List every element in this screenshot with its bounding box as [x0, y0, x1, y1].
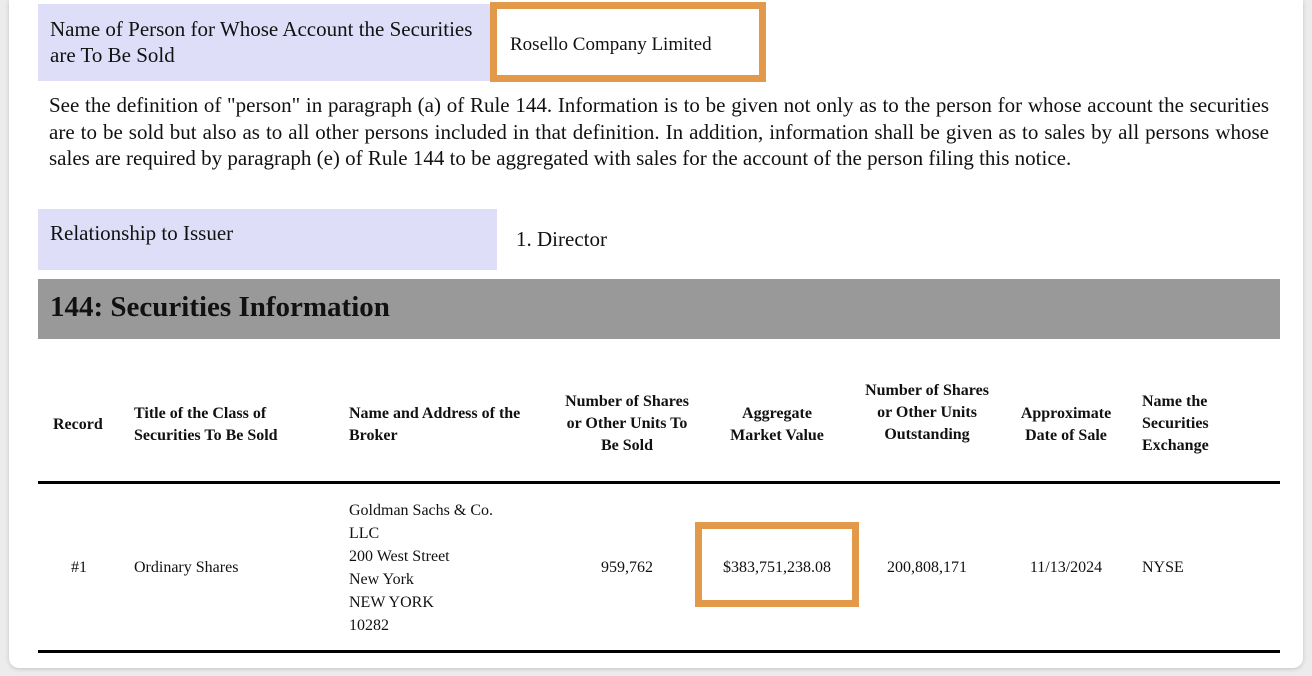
- broker-line: 10282: [349, 617, 389, 634]
- header-market-value: Aggregate Market Value: [730, 405, 824, 444]
- broker-line: NEW YORK: [349, 594, 434, 611]
- broker-line: 200 West Street: [349, 548, 450, 565]
- market-value-highlight: [695, 522, 859, 607]
- person-definition-note: See the definition of "person" in paragraph (a) of Rule 144. Information is to be given not only as to the person for whose account the securities are to be sold but also as to all other persons included in that definition. In addition, information shall be given as to sales by all persons whose sales are required by paragraph (e) of Rule 144 to be aggregated with sales for the account of the person filing this notice.: [49, 93, 1269, 170]
- header-shares-outstanding: Number of Shares or Other Units Outstanding: [865, 382, 989, 443]
- relationship-label: Relationship to Issuer: [38, 209, 497, 270]
- table-bottom-rule: [38, 650, 1280, 653]
- cell-shares-sold: 959,762: [601, 559, 653, 576]
- person-name-label: Name of Person for Whose Account the Securities are To Be Sold: [38, 4, 490, 81]
- header-exchange: Name the Securities Exchange: [1142, 393, 1209, 454]
- cell-shares-outstanding: 200,808,171: [887, 559, 967, 576]
- cell-title-class: Ordinary Shares: [134, 559, 239, 576]
- person-name-value: Rosello Company Limited: [490, 2, 766, 82]
- broker-line: Goldman Sachs & Co.: [349, 502, 493, 519]
- header-divider: [38, 481, 1280, 484]
- broker-line: New York: [349, 571, 414, 588]
- cell-exchange: NYSE: [1142, 559, 1184, 576]
- header-date-of-sale: Approximate Date of Sale: [1020, 405, 1112, 444]
- header-shares-sold: Number of Shares or Other Units To Be Sold: [565, 393, 689, 454]
- header-record: Record: [53, 416, 103, 433]
- cell-market-value: $383,751,238.08: [723, 559, 831, 576]
- header-broker: Name and Address of the Broker: [349, 405, 521, 444]
- relationship-value: 1. Director: [516, 227, 607, 251]
- cell-broker: [349, 499, 493, 637]
- header-title-class: Title of the Class of Securities To Be Sold: [134, 405, 278, 444]
- cell-record: #1: [71, 559, 87, 576]
- section-title: 144: Securities Information: [38, 279, 1280, 339]
- broker-line: LLC: [349, 525, 380, 542]
- cell-date-of-sale: 11/13/2024: [1029, 559, 1103, 576]
